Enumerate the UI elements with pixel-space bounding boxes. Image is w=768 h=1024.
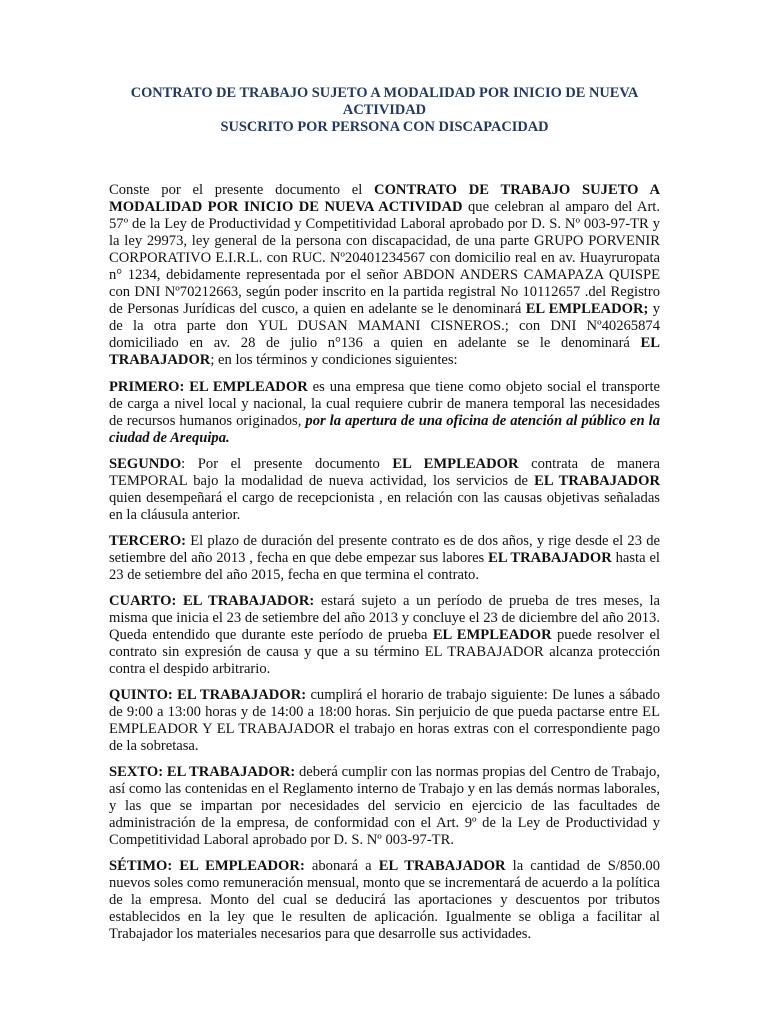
- clause-segundo-employer: EL EMPLEADOR: [392, 456, 519, 472]
- intro-paragraph: [109, 182, 660, 369]
- document-body: [109, 182, 660, 943]
- clause-cuarto-text-1: estará sujeto a un período de prueba de tres meses, la misma que inicia el 23 de setiembre del año 2013 y concluye el 23 de diciembre del año 2013. Queda entendido que durante este período de prueba: [109, 593, 661, 643]
- intro-text-3: y de la otra parte don YUL DUSAN MAMANI CISNEROS.; con DNI Nº40265874 domiciliado en av. 28 de julio n°136 a quien en adelante se le denominará: [109, 301, 660, 351]
- intro-contract-name: CONTRATO DE TRABAJO SUJETO A MODALIDAD POR INICIO DE NUEVA ACTIVIDAD: [109, 182, 660, 215]
- clause-sexto-heading: SEXTO: EL TRABAJADOR:: [109, 764, 296, 780]
- clause-tercero-text-1: El plazo de duración del presente contrato es de dos años, y rige desde el 23 de setiembre del año 2013 , fecha en que debe empezar sus labores: [109, 533, 660, 566]
- clause-tercero-text-2: hasta el 23 de setiembre del año 2015, fecha en que termina el contrato.: [109, 550, 660, 583]
- intro-worker-term: EL TRABAJADOR: [109, 335, 660, 368]
- title-line-2: SUSCRITO POR PERSONA CON DISCAPACIDAD: [220, 119, 549, 135]
- clause-segundo-worker: EL TRABAJADOR: [534, 473, 660, 489]
- clause-tercero-heading: TERCERO:: [109, 533, 187, 549]
- clause-setimo: [109, 858, 660, 943]
- clause-quinto-heading: QUINTO: EL TRABAJADOR:: [109, 687, 307, 703]
- clause-cuarto-text-2: puede resolver el contrato sin expresión de causa y que a su término EL TRABAJADOR alcanza protección contra el despido arbitrario.: [109, 627, 661, 677]
- clause-setimo-heading: SÉTIMO: EL EMPLEADOR:: [109, 858, 305, 874]
- clause-segundo-text-3: quien desempeñará el cargo de recepcionista , en relación con las causas objetivas señaladas en la cláusula anterior.: [109, 490, 660, 523]
- clause-sexto-text-1: deberá cumplir con las normas propias del Centro de Trabajo, así como las contenidas en el Reglamento interno de Trabajo y en las demás normas laborales, y las que se impartan por necesidades del servicio en ejercicio de las facultades de administración de la empresa, de conformidad con el Art. 9º de la Ley de Productividad y Competitividad Laboral aprobado por D. S. Nº 003-97-TR.: [109, 764, 660, 848]
- clause-segundo-heading: SEGUNDO: [109, 456, 182, 472]
- clause-primero-text-1: es una empresa que tiene como objeto social el transporte de carga a nivel local y nacional, la cual requiere cubrir de manera temporal las necesidades de recursos humanos originados: [109, 379, 660, 429]
- clause-tercero-worker: EL TRABAJADOR: [488, 550, 612, 566]
- clause-primero: [109, 379, 660, 447]
- clause-sexto: [109, 764, 660, 849]
- intro-employer-term: EL EMPLEADOR;: [525, 301, 649, 317]
- clause-segundo: [109, 456, 660, 524]
- clause-cuarto-employer: EL EMPLEADOR: [432, 627, 552, 643]
- clause-primero-text-2: ,: [297, 413, 306, 429]
- intro-text-4: ; en los términos y condiciones siguientes:: [210, 352, 458, 368]
- clause-cuarto-heading: CUARTO: EL TRABAJADOR:: [109, 593, 315, 609]
- clause-cuarto: [109, 593, 660, 678]
- clause-quinto-text-1: cumplirá el horario de trabajo siguiente: De lunes a sábado de 9:00 a 13:00 horas y de 14:00 a 18:00 horas. Sin perjuicio de que pueda pactarse entre EL EMPLEADOR Y EL TRABAJADOR el trabajo en horas extras con el correspondiente pago de la sobretasa.: [109, 687, 661, 754]
- document-title: [109, 0, 660, 136]
- clause-setimo-worker: EL TRABAJADOR: [378, 858, 506, 874]
- intro-text-1: Conste por el presente documento el: [109, 182, 375, 198]
- clause-quinto: [109, 687, 660, 755]
- clause-segundo-text-1: : Por el presente documento: [181, 456, 393, 472]
- clause-tercero: [109, 533, 660, 584]
- clause-primero-emphasis: por la apertura de una oficina de atención al público en la ciudad de Arequipa.: [109, 413, 661, 446]
- intro-text-2: que celebran al amparo del Art. 57º de la Ley de Productividad y Competitividad Laboral aprobado por D. S. Nº 003-97-TR y la ley 29973, ley general de la persona con discapacidad, de una parte GRUPO PORVENIR CORPORATIVO E.I.R.L. con RUC. Nº20401234567 con domicilio real en av. Huayruropata n° 1234, debidamente representada por el señor ABDON ANDERS CAMAPAZA QUISPE con DNI Nº70212663, según poder inscrito en la partida registral No 10112657 .del Registro de Personas Jurídicas del cusco, a quien en adelante se le denominará: [109, 199, 661, 317]
- clause-segundo-text-2: contrata de manera TEMPORAL bajo la modalidad de nueva actividad, los servicios de: [109, 456, 660, 489]
- clause-setimo-text-1: abonará a: [304, 858, 379, 874]
- clause-setimo-text-2: la cantidad de S/850.00 nuevos soles como remuneración mensual, monto que se incrementará de acuerdo a la política de la empresa. Monto del cual se deducirá las aportaciones y descuentos por tributos establecidos en la ley que le resulten de aplicación. Igualmente se obliga a facilitar al Trabajador los materiales necesarios para que desarrolle sus actividades.: [109, 858, 660, 942]
- title-line-1: CONTRATO DE TRABAJO SUJETO A MODALIDAD POR INICIO DE NUEVA ACTIVIDAD: [130, 85, 639, 118]
- clause-primero-heading: PRIMERO: EL EMPLEADOR: [109, 379, 308, 395]
